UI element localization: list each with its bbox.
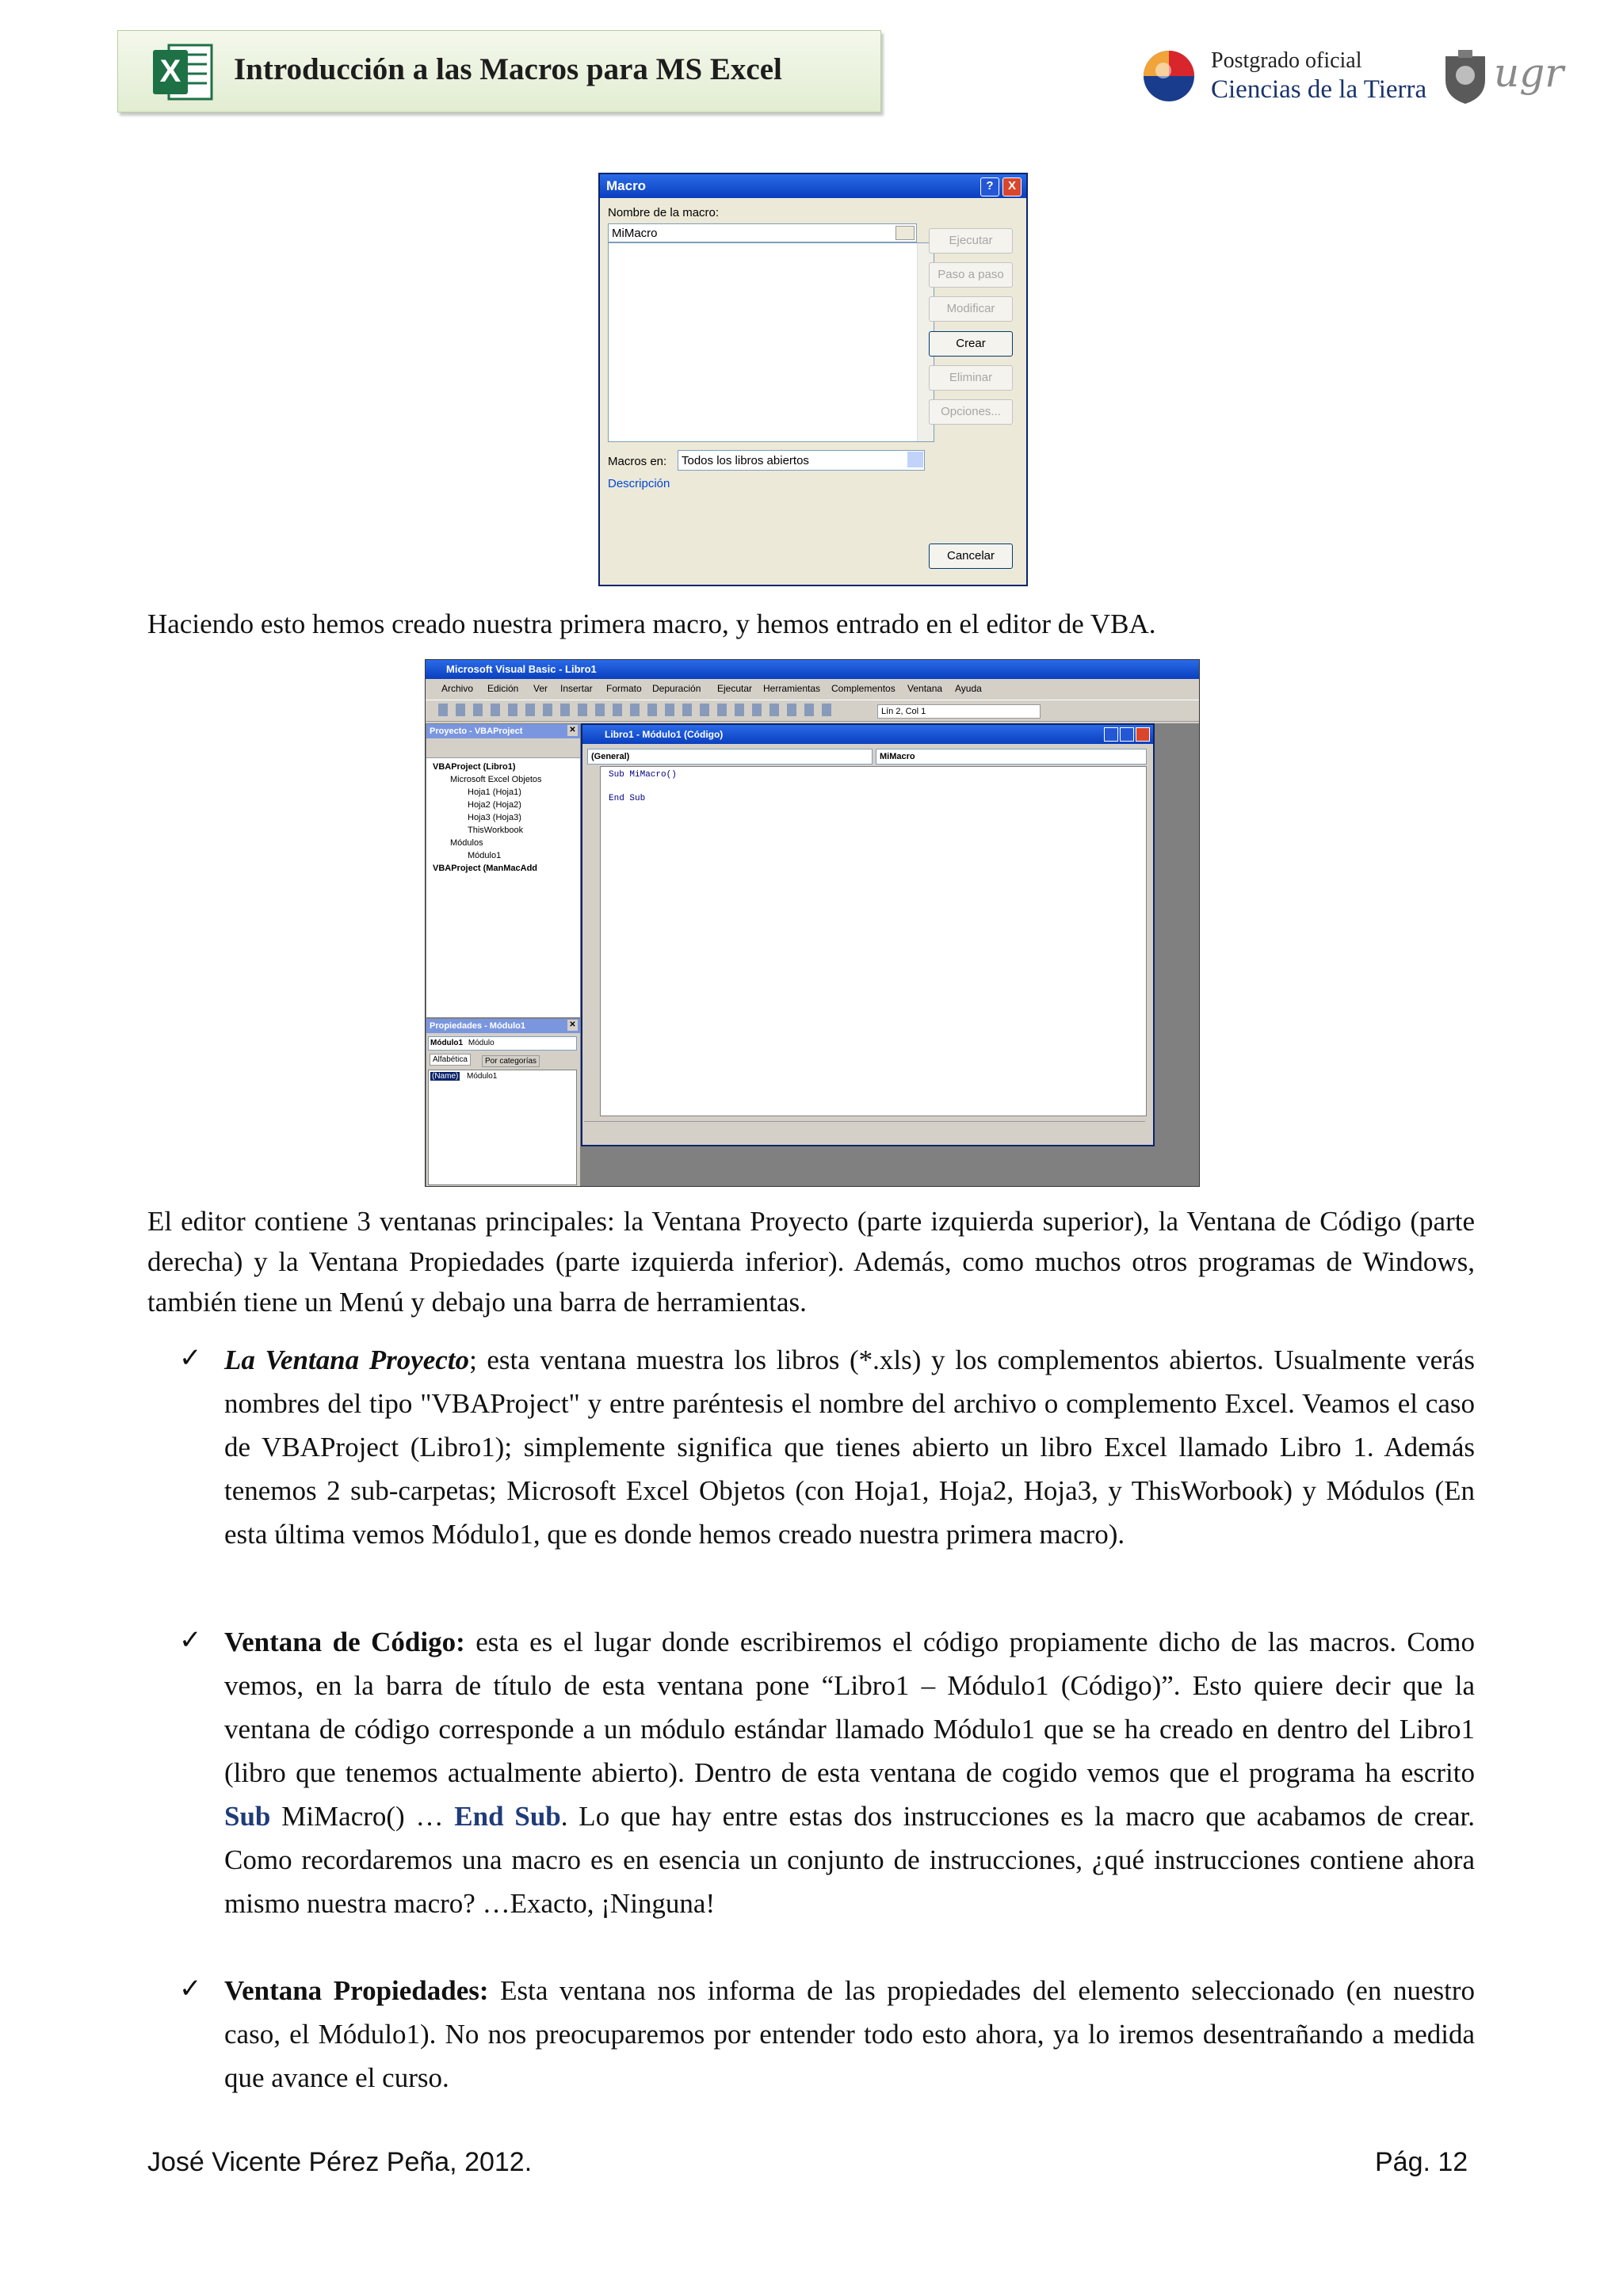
bullet-code-text-b: MiMacro() … (270, 1801, 455, 1832)
chevron-down-icon[interactable] (907, 452, 923, 467)
close-icon[interactable]: ✕ (567, 725, 578, 736)
range-select-icon[interactable] (896, 226, 915, 240)
bullet-properties-label: Ventana Propiedades: (224, 1975, 489, 2006)
description-label: Descripción (608, 477, 670, 490)
checkmark-icon: ✓ (179, 1344, 202, 1373)
project-panel-toolbar (426, 738, 580, 758)
macro-dialog-title: Macro (606, 178, 647, 193)
brand-line1: Postgrado oficial (1211, 48, 1362, 73)
tree-item-hoja3[interactable]: Hoja3 (Hoja3) (468, 813, 521, 822)
create-button[interactable]: Crear (929, 331, 1013, 357)
toolbar-buttons[interactable] (438, 704, 834, 716)
code-window-titlebar (582, 725, 1153, 744)
code-line-2: End Sub (609, 794, 646, 803)
bullet-properties-text: Esta ventana nos informa de las propiedades del elemento seleccionado (en nuestro caso, el Módulo1). No nos preocuparemos por entender todo esto ahora, ya lo iremos desentrañando a medida que avance el curso. (224, 1975, 1475, 2093)
code-editor[interactable] (600, 766, 1147, 1116)
project-panel-title (426, 724, 580, 738)
delete-button[interactable]: Eliminar (929, 365, 1013, 391)
close-button[interactable]: X (1002, 177, 1022, 196)
properties-grid (428, 1070, 577, 1185)
mdi-area (581, 723, 1199, 1186)
footer-page-number: Pág. 12 (1375, 2147, 1468, 2177)
property-name-key[interactable]: (Name) (432, 1072, 459, 1081)
tree-item-vbaproject[interactable]: VBAProject (Libro1) (433, 762, 516, 772)
checkmark-icon: ✓ (179, 1974, 202, 2004)
bullet-project-label: La Ventana Proyecto (224, 1344, 470, 1375)
globe-logo-icon (1141, 48, 1197, 104)
tree-item-thisworkbook[interactable]: ThisWorkbook (468, 826, 524, 835)
procedure-combo[interactable]: MiMacro (876, 749, 1147, 765)
toolbar (426, 700, 1199, 722)
properties-panel-title (426, 1019, 580, 1033)
checkmark-icon: ✓ (179, 1626, 202, 1655)
close-icon[interactable] (1136, 727, 1150, 742)
macro-name-label: Nombre de la macro: (608, 206, 720, 219)
university-seal-icon (1441, 48, 1490, 105)
menu-ayuda[interactable]: Ayuda (955, 683, 982, 694)
tree-item-hoja2[interactable]: Hoja2 (Hoja2) (468, 800, 521, 810)
properties-object-select[interactable] (428, 1036, 577, 1051)
menu-formato[interactable]: Formato (606, 683, 642, 694)
keyword-sub: Sub (224, 1801, 271, 1832)
minimize-icon[interactable] (1104, 727, 1118, 742)
cancel-button[interactable]: Cancelar (929, 543, 1013, 569)
svg-text:X: X (159, 54, 181, 89)
code-window (581, 723, 1155, 1146)
brand-line2: Ciencias de la Tierra (1211, 75, 1427, 104)
properties-object-name: Módulo1 (430, 1039, 464, 1047)
cursor-position: Lín 2, Col 1 (877, 704, 1041, 719)
tree-item-modulos[interactable]: Módulos (450, 838, 483, 848)
bullet-code-text-a: esta es el lugar donde escribiremos el código propiamente dicho de las macros. Como vemos, en la barra de título de esta ventana pone “Libro1 – Módulo1 (Código)”. Esto quiere decir que la ventana de código corresponde a un módulo estándar llamado Módulo1 que se ha creado en dentro del Libro1 (libro que tenemos actualmente abierto). Dentro de esta ventana de cogido vemos que el programa ha escrito (224, 1627, 1475, 1788)
vba-editor-titlebar (426, 660, 1199, 679)
macros-in-select[interactable] (678, 450, 925, 471)
brand-ugr: ugr (1494, 50, 1564, 96)
step-into-button[interactable]: Paso a paso (929, 262, 1013, 288)
macro-dialog-titlebar (600, 174, 1026, 198)
editor-description-paragraph: El editor contiene 3 ventanas principales: la Ventana Proyecto (parte izquierda superior), la Ventana de Código (parte derecha) y la Ventana Propiedades (parte izquierda inferior). Además, como muchos otros programas de Windows, también tiene un Menú y debajo una barra de herramientas. (147, 1206, 1475, 1318)
properties-object-type: Módulo (468, 1039, 495, 1047)
tab-por-categorias[interactable]: Por categorías (482, 1055, 540, 1067)
header-title: Introducción a las Macros para MS Excel (234, 52, 782, 86)
object-combo[interactable]: (General) (587, 749, 873, 765)
help-button[interactable]: ? (980, 177, 999, 196)
horizontal-scrollbar[interactable] (584, 1121, 1145, 1136)
close-icon[interactable]: ✕ (567, 1020, 578, 1031)
macros-in-value: Todos los libros abiertos (682, 454, 809, 467)
macros-in-label: Macros en: (608, 455, 667, 468)
bullet-code-text-c: . Lo que hay entre estas dos instrucciones es la macro que acabamos de crear. Como recordaremos una macro es en esencia un conjunto de instrucciones, ¿qué instrucciones contiene ahora mismo nuestra macro? …Exacto, ¡Ninguna! (224, 1801, 1475, 1919)
macro-dialog (598, 173, 1028, 586)
menu-ventana[interactable]: Ventana (907, 683, 943, 694)
code-line-1: Sub MiMacro() (609, 770, 677, 780)
intro-text: Haciendo esto hemos creado nuestra primera macro, y hemos entrado en el editor de VBA. (147, 608, 1156, 639)
header-banner (117, 30, 881, 113)
project-panel (426, 723, 581, 1018)
maximize-icon[interactable] (1120, 727, 1134, 742)
bullet-properties-window (224, 1969, 1475, 2100)
vba-editor-title: Microsoft Visual Basic - Libro1 (446, 663, 597, 675)
vba-editor-window (425, 659, 1200, 1187)
excel-logo-icon (151, 37, 215, 105)
property-name-value[interactable]: Módulo1 (467, 1072, 498, 1081)
menu-herramientas[interactable]: Herramientas (763, 683, 821, 694)
run-button[interactable]: Ejecutar (929, 228, 1013, 254)
brand-logo (1141, 44, 1564, 115)
edit-button[interactable]: Modificar (929, 296, 1013, 322)
menu-bar (426, 681, 1199, 698)
properties-panel-title-text: Propiedades - Módulo1 (430, 1021, 526, 1031)
menu-insertar[interactable]: Insertar (560, 683, 593, 694)
options-button[interactable]: Opciones... (929, 399, 1013, 425)
keyword-end-sub: End Sub (454, 1801, 561, 1832)
menu-depuracion[interactable]: Depuración (652, 683, 701, 694)
menu-ver[interactable]: Ver (533, 683, 548, 694)
bullet-code-label: Ventana de Código: (224, 1627, 465, 1657)
properties-panel (426, 1018, 581, 1187)
menu-ejecutar[interactable]: Ejecutar (717, 683, 753, 694)
tree-item-hoja1[interactable]: Hoja1 (Hoja1) (468, 788, 521, 797)
macro-name-input[interactable] (608, 223, 917, 242)
tree-item-modulo1[interactable]: Módulo1 (468, 851, 502, 860)
code-window-title: Libro1 - Módulo1 (Código) (605, 729, 724, 740)
tree-item-manmacadd[interactable]: VBAProject (ManMacAdd (433, 864, 538, 873)
bullet-code-window (224, 1620, 1475, 1925)
macro-name-value: MiMacro (612, 227, 658, 240)
bullet-project-window (224, 1338, 1475, 1556)
menu-complementos[interactable]: Complementos (831, 683, 896, 694)
tree-item-excel-objects[interactable]: Microsoft Excel Objetos (450, 775, 542, 784)
menu-archivo[interactable]: Archivo (441, 683, 474, 694)
footer-author: José Vicente Pérez Peña, 2012. (147, 2147, 533, 2177)
macro-list[interactable] (608, 242, 934, 442)
bullet-project-text: ; esta ventana muestra los libros (*.xls) y los complementos abiertos. Usualmente verás nombres del tipo "VBAProject" y entre paréntesis el nombre del archivo o complemento Excel. Veamos el caso de VBAProject (Libro1); simplemente significa que tienes abierto un libro Excel llamado Libro 1. Además tenemos 2 sub-carpetas; Microsoft Excel Objetos (con Hoja1, Hoja2, Hoja3, y ThisWorbook) y Módulos (En esta última vemos Módulo1, que es donde hemos creado nuestra primera macro). (224, 1344, 1475, 1550)
menu-edicion[interactable]: Edición (487, 683, 519, 694)
project-panel-title-text: Proyecto - VBAProject (430, 727, 523, 736)
tab-alfabetica[interactable]: Alfabética (430, 1054, 471, 1066)
